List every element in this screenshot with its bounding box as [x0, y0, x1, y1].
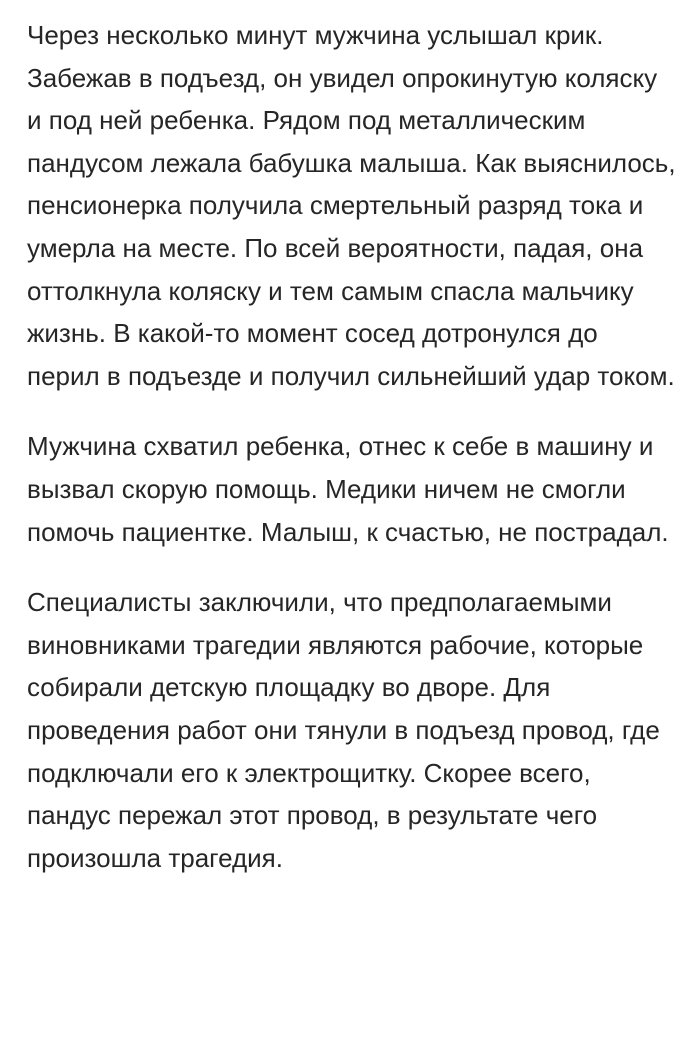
paragraph: Через несколько минут мужчина услышал крик. Забежав в подъезд, он увидел опрокинутую коляску и под ней ребенка. Рядом под металлическим пандусом лежала бабушка малыша. Как выяснилось, пенсионерка получила смертельный разряд тока и умерла на месте. По всей вероятности, падая, она оттолкнула коляску и тем самым спасла мальчику жизнь. В какой-то момент сосед дотронулся до перил в подъезде и получил сильнейший удар током. — [27, 20, 676, 391]
paragraph: Специалисты заключили, что предполагаемыми виновниками трагедии являются рабочие, которые собирали детскую площадку во дворе. Для проведения работ они тянули в подъезд провод, где подключали его к электрощитку. Скорее всего, пандус пережал этот провод, в результате чего произошла трагедия. — [27, 587, 660, 873]
paragraph: Мужчина схватил ребенка, отнес к себе в машину и вызвал скорую помощь. Медики ничем не смогли помочь пациентке. Малыш, к счастью, не пострадал. — [27, 431, 669, 547]
